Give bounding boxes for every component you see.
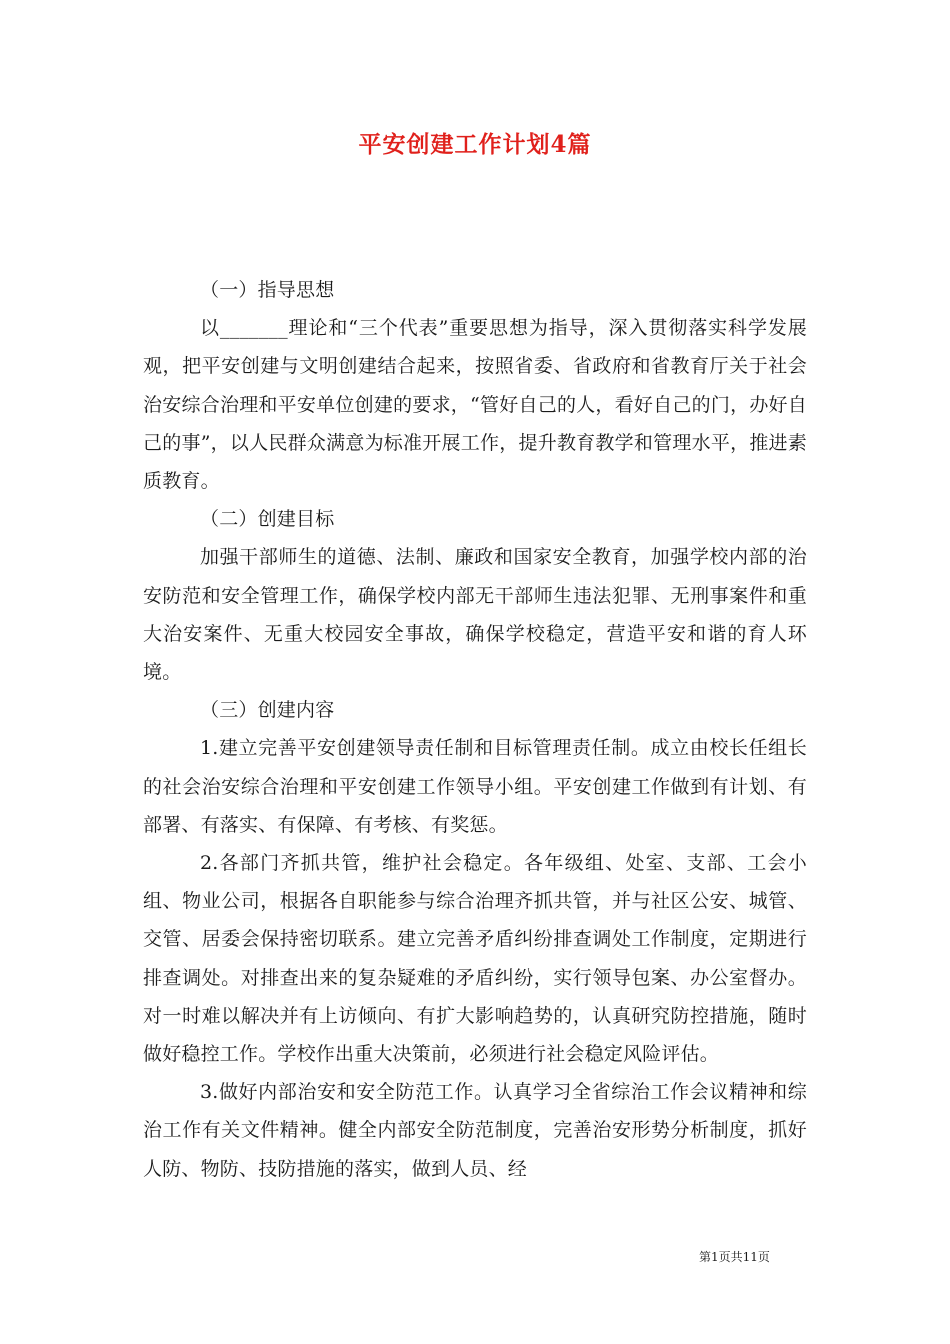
section-heading-guiding-ideology: （一）指导思想	[200, 279, 335, 301]
document-title: 平安创建工作计划4篇	[358, 131, 592, 158]
paragraph-item-2: 2.各部门齐抓共管，维护社会稳定。各年级组、处室、支部、工会小组、物业公司，根据各自职能参与综合治理齐抓共管，并与社区公安、城管、交管、居委会保持密切联系。建立完善矛盾纠纷排查调处工作制度，定期进行排查调处。对排查出来的复杂疑难的矛盾纠纷，实行领导包案、办公室督办。对一时难以解决并有上访倾向、有扩大影响趋势的，认真研究防控措施，随时做好稳控工作。学校作出重大决策前，必须进行社会稳定风险评估。	[143, 852, 807, 1066]
paragraph-goals: 加强干部师生的道德、法制、廉政和国家安全教育，加强学校内部的治安防范和安全管理工作，确保学校内部无干部师生违法犯罪、无刑事案件和重大治安案件、无重大校园安全事故，确保学校稳定，营造平安和谐的育人环境。	[143, 546, 807, 684]
page-number: 第1页共11页	[699, 1250, 770, 1264]
paragraph-item-3: 3.做好内部治安和安全防范工作。认真学习全省综治工作会议精神和综治工作有关文件精神。健全内部安全防范制度，完善治安形势分析制度，抓好人防、物防、技防措施的落实，做到人员、经	[143, 1081, 807, 1180]
section-heading-content: （三）创建内容	[200, 699, 335, 722]
document-body	[143, 271, 807, 1188]
paragraph-guiding-ideology: 以_______理论和“三个代表”重要思想为指导，深入贯彻落实科学发展观，把平安创建与文明创建结合起来，按照省委、省政府和省教育厅关于社会治安综合治理和平安单位创建的要求，“管好自己的人，看好自己的门，办好自己的事”，以人民群众满意为标准开展工作，提升教育教学和管理水平，推进素质教育。	[143, 317, 807, 493]
section-heading-goals: （二）创建目标	[200, 508, 335, 531]
paragraph-item-1: 1.建立完善平安创建领导责任制和目标管理责任制。成立由校长任组长的社会治安综合治理和平安创建工作领导小组。平安创建工作做到有计划、有部署、有落实、有保障、有考核、有奖惩。	[143, 737, 807, 836]
